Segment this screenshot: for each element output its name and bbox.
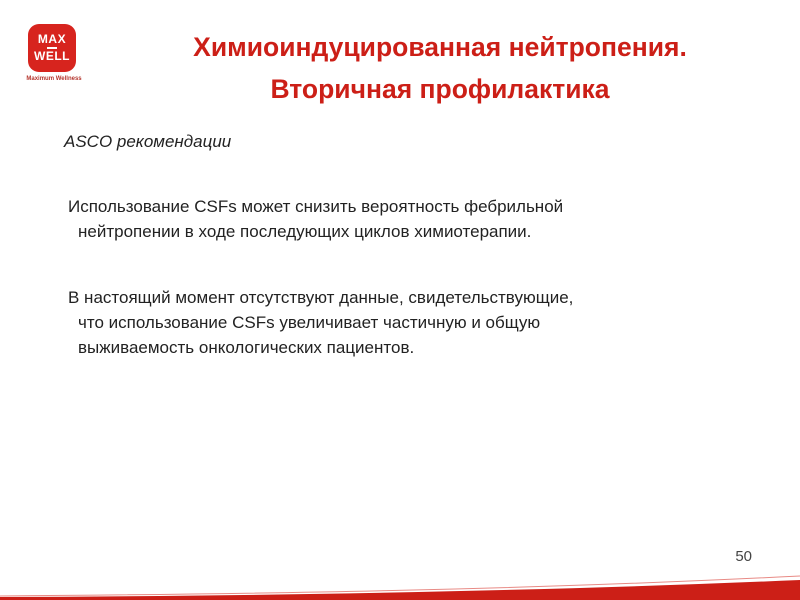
logo-text-max: MAX bbox=[37, 32, 67, 46]
paragraph-2 bbox=[68, 285, 768, 360]
slide-subtitle: ASCO рекомендации bbox=[64, 132, 232, 151]
bottom-swoosh bbox=[0, 560, 800, 600]
paragraph-1-line-1: Использование CSFs может снизить вероятность фебрильной bbox=[68, 197, 564, 216]
paragraph-2-line-1: В настоящий момент отсутствуют данные, свидетельствующие, bbox=[68, 288, 574, 307]
maxwell-logo bbox=[28, 24, 88, 90]
page-number: 50 bbox=[735, 548, 752, 565]
logo-text-well: WELL bbox=[34, 49, 70, 63]
paragraph-1-line-2: нейтропении в ходе последующих циклов химиотерапии. bbox=[78, 222, 532, 241]
paragraph-2-line-2: что использование CSFs увеличивает частичную и общую bbox=[78, 313, 541, 332]
slide-title-line-2: Вторичная профилактика bbox=[270, 74, 610, 104]
slide-title-line-1: Химиоиндуцированная нейтропения. bbox=[193, 32, 687, 62]
paragraph-2-line-3: выживаемость онкологических пациентов. bbox=[78, 338, 415, 357]
logo-tagline: Maximum Wellness bbox=[26, 76, 82, 82]
paragraph-1 bbox=[68, 194, 768, 244]
logo-badge bbox=[28, 24, 76, 72]
slide-title bbox=[100, 26, 780, 110]
